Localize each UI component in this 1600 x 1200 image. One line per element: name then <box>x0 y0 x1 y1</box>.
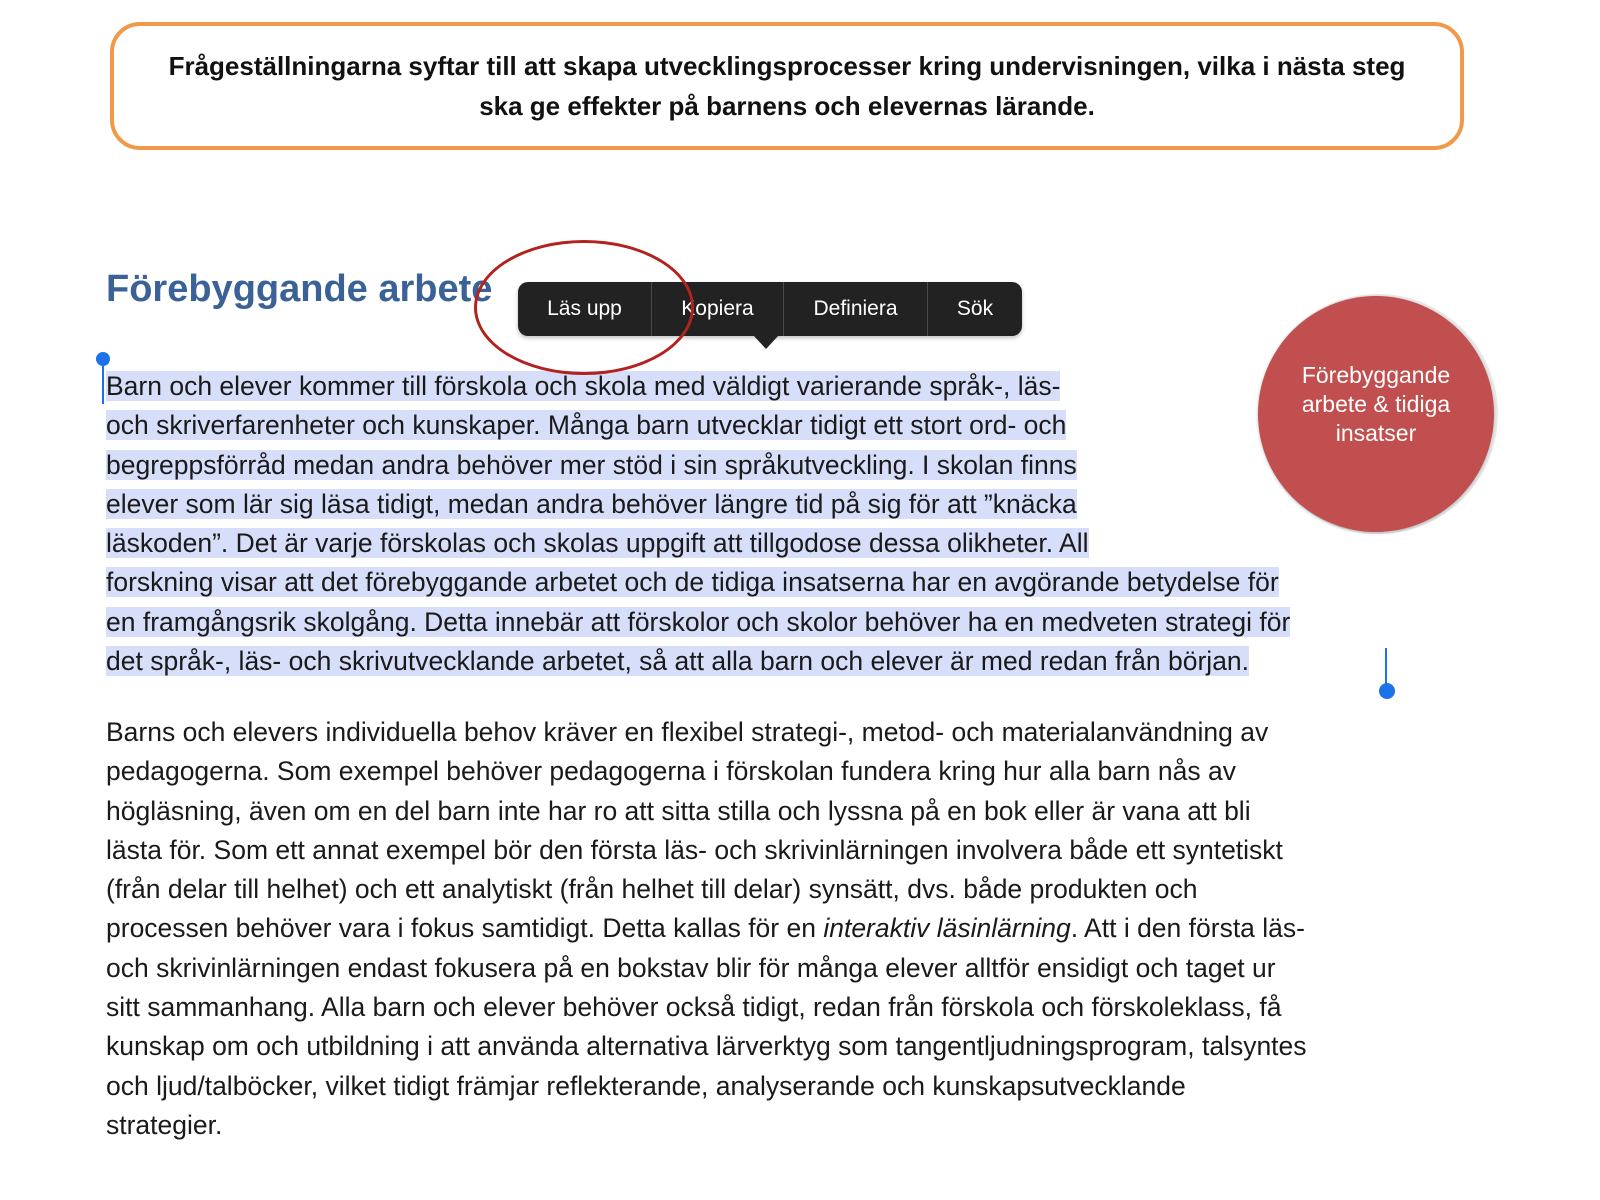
paragraph-line: det språk-, läs- och skrivutvecklande arbetet, så att alla barn och elever är med redan från början. <box>106 646 1250 677</box>
selection-end-caret[interactable] <box>1385 648 1387 688</box>
paragraph-line: en framgångsrik skolgång. Detta innebär att förskolor och skolor behöver ha en medveten strategi för <box>106 606 1291 637</box>
paragraph-selected[interactable] <box>106 367 1290 681</box>
paragraph-line: lästa för. Som ett annat exempel bör den första läs- och skrivinlärningen involvera både ett syntetiskt <box>106 834 1283 865</box>
menu-item-speak[interactable]: Läs upp <box>547 297 622 320</box>
paragraph-line <box>106 909 1307 948</box>
paragraph-line: kunskap om och utbildning i att använda alternativa lärverktyg som tangentljudningsprogram, talsyntes <box>106 1031 1307 1062</box>
paragraph-line: sitt sammanhang. Alla barn och elever behöver också tidigt, redan från förskola och förskoleklass, få <box>106 992 1282 1023</box>
text-run: . Att i den första läs- <box>1070 913 1305 944</box>
paragraph-line: pedagogerna. Som exempel behöver pedagogerna i förskolan fundera kring hur alla barn nås av <box>106 756 1236 787</box>
italic-term: interaktiv läsinlärning <box>823 913 1071 944</box>
paragraph-line: högläsning, även om en del barn inte har ro att sitta stilla och lyssna på en bok eller är vana att bli <box>106 795 1251 826</box>
paragraph-line: Barns och elevers individuella behov kräver en flexibel strategi-, metod- och materialanvändning av <box>106 717 1269 747</box>
callout-text: Frågeställningarna syftar till att skapa utvecklingsprocesser kring undervisningen, vilka i nästa steg ska ge effekter på barnens och elevernas lärande. <box>168 51 1406 121</box>
paragraph-line: och ljud/talböcker, vilket tidigt främjar reflekterande, analyserande och kunskapsutvecklande <box>106 1070 1186 1101</box>
selection-start-handle[interactable] <box>96 352 110 366</box>
paragraph-line: forskning visar att det förebyggande arbetet och de tidiga insatserna har en avgörande betydelse för <box>106 567 1279 598</box>
paragraph-line: läskoden”. Det är varje förskolas och skolas uppgift att tillgodose dessa olikheter. All <box>106 528 1089 559</box>
topic-badge <box>1258 296 1494 532</box>
section-heading: Förebyggande arbete <box>106 268 493 310</box>
topic-badge-text: Förebyggande arbete & tidiga insatser <box>1301 361 1451 446</box>
paragraph-body[interactable] <box>106 713 1307 1145</box>
paragraph-line: begreppsförråd medan andra behöver mer stöd i sin språkutveckling. I skolan finns <box>106 449 1077 480</box>
context-menu-pointer <box>753 335 779 349</box>
paragraph-line: strategier. <box>106 1109 223 1140</box>
text-context-menu <box>518 282 1022 336</box>
text-run: processen behöver vara i fokus samtidigt. Detta kallas för en <box>106 913 824 944</box>
selection-start-caret[interactable] <box>102 362 104 404</box>
selection-end-handle[interactable] <box>1379 683 1395 699</box>
paragraph-line: och skrivinlärningen endast fokusera på en bokstav blir för många elever alltför ensidigt och taget ur <box>106 952 1276 983</box>
callout-box <box>110 22 1464 150</box>
menu-item-search[interactable]: Sök <box>927 282 1022 336</box>
paragraph-line: (från delar till helhet) och ett analytiskt (från helhet till delar) synsätt, dvs. både produkten och <box>106 874 1198 905</box>
menu-item-copy[interactable]: Kopiera <box>651 282 783 336</box>
menu-item-define[interactable]: Definiera <box>783 282 927 336</box>
paragraph-line: Barn och elever kommer till förskola och skola med väldigt varierande språk-, läs- <box>106 371 1061 401</box>
paragraph-line: elever som lär sig läsa tidigt, medan andra behöver längre tid på sig för att ”knäcka <box>106 488 1077 519</box>
paragraph-line: och skriverfarenheter och kunskaper. Många barn utvecklar tidigt ett stort ord- och <box>106 410 1067 441</box>
